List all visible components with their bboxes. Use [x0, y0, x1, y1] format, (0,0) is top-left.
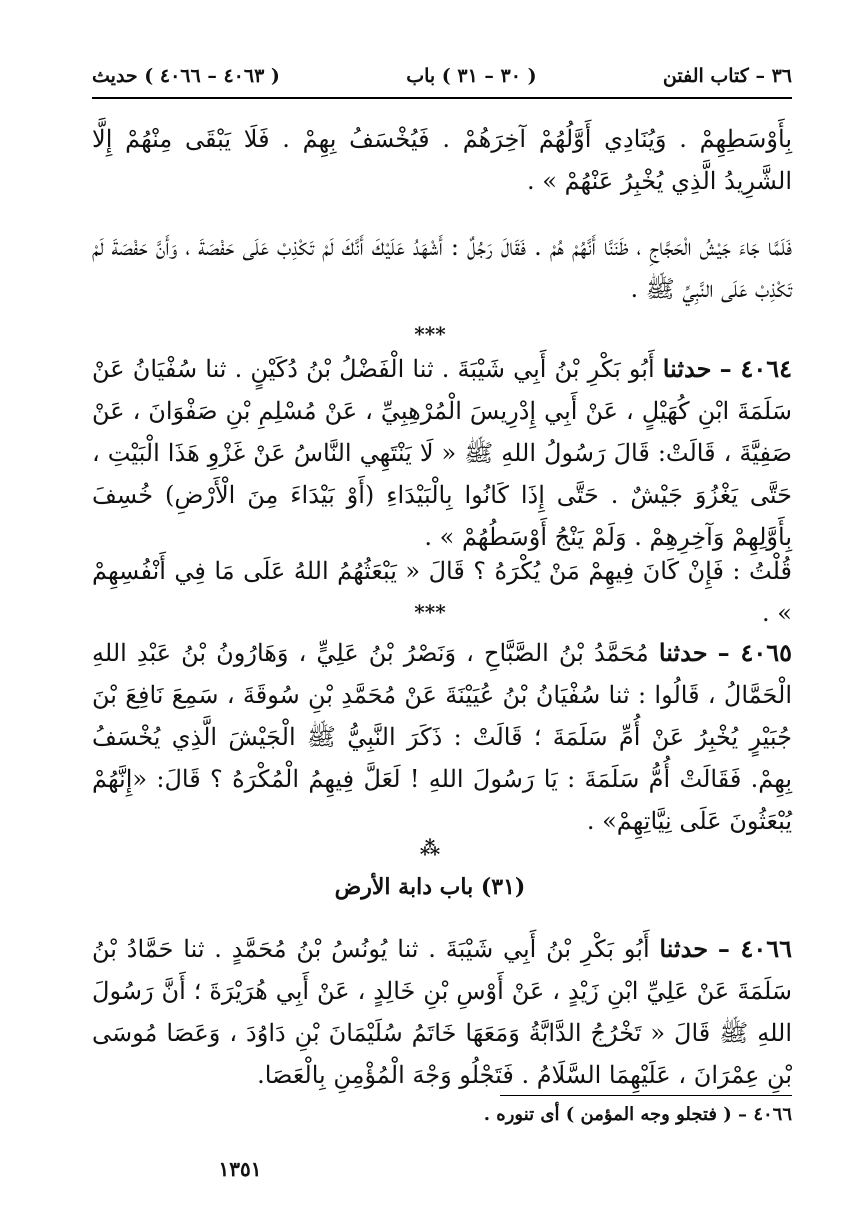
header-hadith-range: ( ٤٠٦٣ – ٤٠٦٦ ) حديث — [92, 65, 280, 87]
hadith-number: ٤٠٦٤ – — [719, 354, 792, 383]
separator-stars: *** — [414, 600, 446, 624]
running-header — [92, 58, 792, 94]
paragraph-question: قُلْتُ : فَإِنْ كَانَ فِيهِمْ مَنْ يُكْرَهُ ؟ قَالَ « يَبْعَثُهُمُ اللهُ عَلَى مَا فِي أَنْفُسِهِمْ » . — [92, 557, 792, 627]
hadith-text: مُحَمَّدُ بْنُ الصَّبَّاحِ ، وَنَصْرُ بْنُ عَلِيٍّ ، وَهَارُونُ بْنُ عَبْدِ اللهِ الْحَمَّالُ ، قَالُوا : ثنا سُفْيَانُ بْنُ عُيَيْنَةَ عَنْ مُحَمَّدِ بْنِ سُوقَةَ ، سَمِعَ نَافِعَ بْنَ جُبَيْرٍ يُخْبِرُ عَنْ أُمِّ سَلَمَةَ ؛ قَالَتْ : ذَكَرَ النَّبِيُّ ﷺ الْجَيْشَ الَّذِي يُخْسَفُ بِهِمْ. فَقَالَتْ أُمُّ سَلَمَةَ : يَا رَسُولَ اللهِ ! لَعَلَّ فِيهِمُ الْمُكْرَهُ ؟ قَالَ: «إِنَّهُمْ يُبْعَثُونَ عَلَى نِيَّاتِهِمْ» . — [92, 639, 793, 835]
footnote-rule — [500, 1095, 792, 1096]
hadith-4066 — [92, 928, 792, 1096]
hadith-number: ٤٠٦٥ – — [717, 638, 793, 667]
chapter-title: (٣١) باب دابة الأرض — [334, 874, 526, 900]
hadith-lead: حدثنا — [658, 638, 708, 667]
footnote: ٤٠٦٦ – ( فتجلو وجه المؤمن ) أى تنوره . — [483, 1104, 792, 1125]
separator-stars: *** — [414, 322, 446, 346]
header-chapter-range: ( ٣٠ – ٣١ ) باب — [406, 65, 537, 87]
hadith-text: أَبُو بَكْرِ بْنُ أَبِي شَيْبَةَ . ثنا يُونُسُ بْنُ مُحَمَّدٍ . ثنا حَمَّادُ بْنُ سَلَمَةَ عَنْ عَلِيِّ ابْنِ زَيْدٍ ، عَنْ أَوْسِ بْنِ خَالِدٍ ، عَنْ أَبِي هُرَيْرَةَ ؛ أَنَّ رَسُولَ اللهِ ﷺ قَالَ « تَخْرُجُ الدَّابَّةُ وَمَعَهَا خَاتَمُ سُلَيْمَانَ بْنِ دَاوُدَ ، وَعَصَا مُوسَى بْنِ عِمْرَانَ ، عَلَيْهِمَا السَّلَامُ . فَتَجْلُو وَجْهَ الْمُؤْمِنِ بِالْعَصَا. — [92, 935, 792, 1089]
hadith-text: أَبُو بَكْرِ بْنُ أَبِي شَيْبَةَ . ثنا الْفَضْلُ بْنُ دُكَيْنٍ . ثنا سُفْيَانُ عَنْ سَلَمَةَ ابْنِ كُهَيْلٍ ، عَنْ أَبِي إِدْرِيسَ الْمُرْهِبِيِّ ، عَنْ مُسْلِمِ بْنِ صَفْوَانَ ، عَنْ صَفِيَّةَ ، قَالَتْ: قَالَ رَسُولُ اللهِ ﷺ « لَا يَنْتَهِي النَّاسُ عَنْ غَزْوِ هَذَا الْبَيْتِ ، حَتَّى يَغْزُوَ جَيْشٌ . حَتَّى إِذَا كَانُوا بِالْبَيْدَاءِ (أَوْ بَيْدَاءَ مِنَ الْأَرْضِ) خُسِفَ بِأَوَّلِهِمْ وَآخِرِهِمْ . وَلَمْ يَنْجُ أَوْسَطُهُمْ » . — [92, 355, 792, 551]
page-number: ١٣٥١ — [218, 1157, 262, 1181]
header-book-title: ٣٦ – كتاب الفتن — [662, 65, 792, 87]
hadith-lead: حدثنا — [659, 934, 709, 963]
hadith-4065 — [92, 632, 792, 842]
header-rule — [92, 97, 792, 99]
paragraph-narration: فَلَمَّا جَاءَ جَيْشُ الْحَجَّاجِ ، ظَنَنَّا أَنَّهُمْ هُمْ . فَقَالَ رَجُلٌ : أَشْهَدُ عَلَيْكَ أَنَّكَ لَمْ تَكْذِبْ عَلَى حَفْصَةَ ، وَأَنَّ حَفْصَةَ لَمْ تَكْذِبْ عَلَى النَّبِيِّ ﷺ . — [92, 233, 792, 303]
separator-asterism: ⁂ — [419, 836, 441, 860]
hadith-number: ٤٠٦٦ – — [717, 934, 792, 963]
paragraph-continuation: بِأَوْسَطِهِمْ . وَيُنَادِي أَوَّلُهُمْ آخِرَهُمْ . فَيُخْسَفُ بِهِمْ . فَلَا يَبْقَى مِنْهُمْ إِلَّا الشَّرِيدُ الَّذِي يُخْبِرُ عَنْهُمْ » . — [92, 125, 792, 195]
hadith-4064 — [92, 348, 792, 558]
hadith-lead: حدثنا — [662, 354, 712, 383]
